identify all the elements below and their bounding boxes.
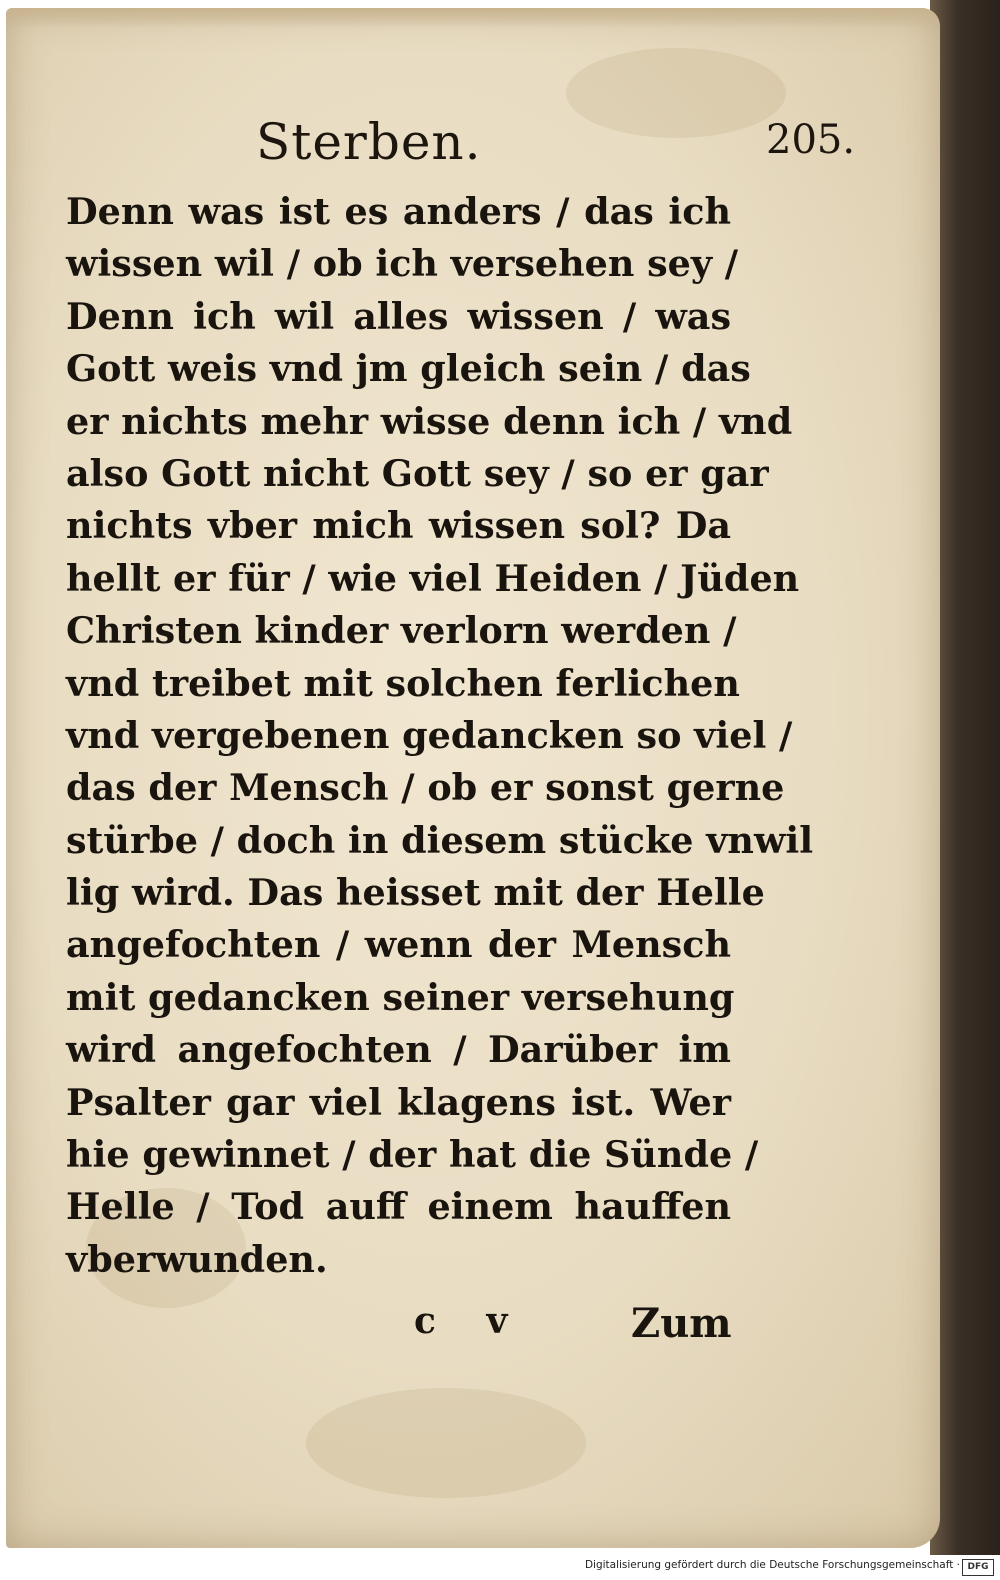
text-line: Helle / Tod auff einem hauffen xyxy=(66,1185,731,1229)
text-line: Christen kinder verlorn werden / xyxy=(66,609,737,653)
text-line: er nichts mehr wisse denn ich / vnd xyxy=(66,399,793,443)
text-line: angefochten / wenn der Mensch xyxy=(66,923,731,967)
book-page xyxy=(6,8,940,1548)
text-line: hellt er für / wie viel Heiden / Jüden xyxy=(66,556,800,600)
page-number: 205. xyxy=(766,117,856,163)
text-line: Denn was ist es anders / das ich xyxy=(66,190,731,233)
text-line: wissen wil / ob ich versehen sey / xyxy=(66,242,739,286)
text-line: also Gott nicht Gott sey / so er gar xyxy=(66,451,769,495)
signature-mark: c v xyxy=(414,1300,508,1342)
text-line: stürbe / doch in diesem stücke vnwil xyxy=(66,818,814,862)
credit-bar xyxy=(0,1555,1000,1580)
page-top-edge xyxy=(6,8,940,28)
text-line: das der Mensch / ob er sonst gerne xyxy=(66,766,785,810)
text-line: Denn ich wil alles wissen / was xyxy=(66,294,731,338)
text-line: Gott weis vnd jm gleich sein / das xyxy=(66,347,751,391)
paper-stain xyxy=(306,1388,586,1498)
body-text xyxy=(66,186,814,1286)
text-line: Psalter gar viel klagens ist. Wer xyxy=(66,1080,731,1124)
catchword: Zum xyxy=(631,1300,732,1347)
running-head: Sterben. xyxy=(256,113,482,171)
text-line: vnd vergebenen gedancken so viel / xyxy=(66,713,793,757)
dfg-logo: DFG xyxy=(962,1559,994,1576)
text-line: vberwunden. xyxy=(66,1237,328,1281)
page-footer xyxy=(6,1300,940,1360)
text-line: mit gedancken seiner versehung xyxy=(66,975,735,1019)
page-header xyxy=(6,113,940,183)
book-cover-edge xyxy=(930,0,1000,1555)
text-line: wird angefochten / Darüber im xyxy=(66,1028,731,1072)
credit-text: Digitalisierung gefördert durch die Deutsche Forschungsgemeinschaft · xyxy=(584,1559,960,1571)
text-line: lig wird. Das heisset mit der Helle xyxy=(66,871,765,915)
text-line: vnd treibet mit solchen ferlichen xyxy=(66,661,740,705)
text-line: nichts vber mich wissen sol? Da xyxy=(66,504,731,548)
text-line: hie gewinnet / der hat die Sünde / xyxy=(66,1133,759,1177)
